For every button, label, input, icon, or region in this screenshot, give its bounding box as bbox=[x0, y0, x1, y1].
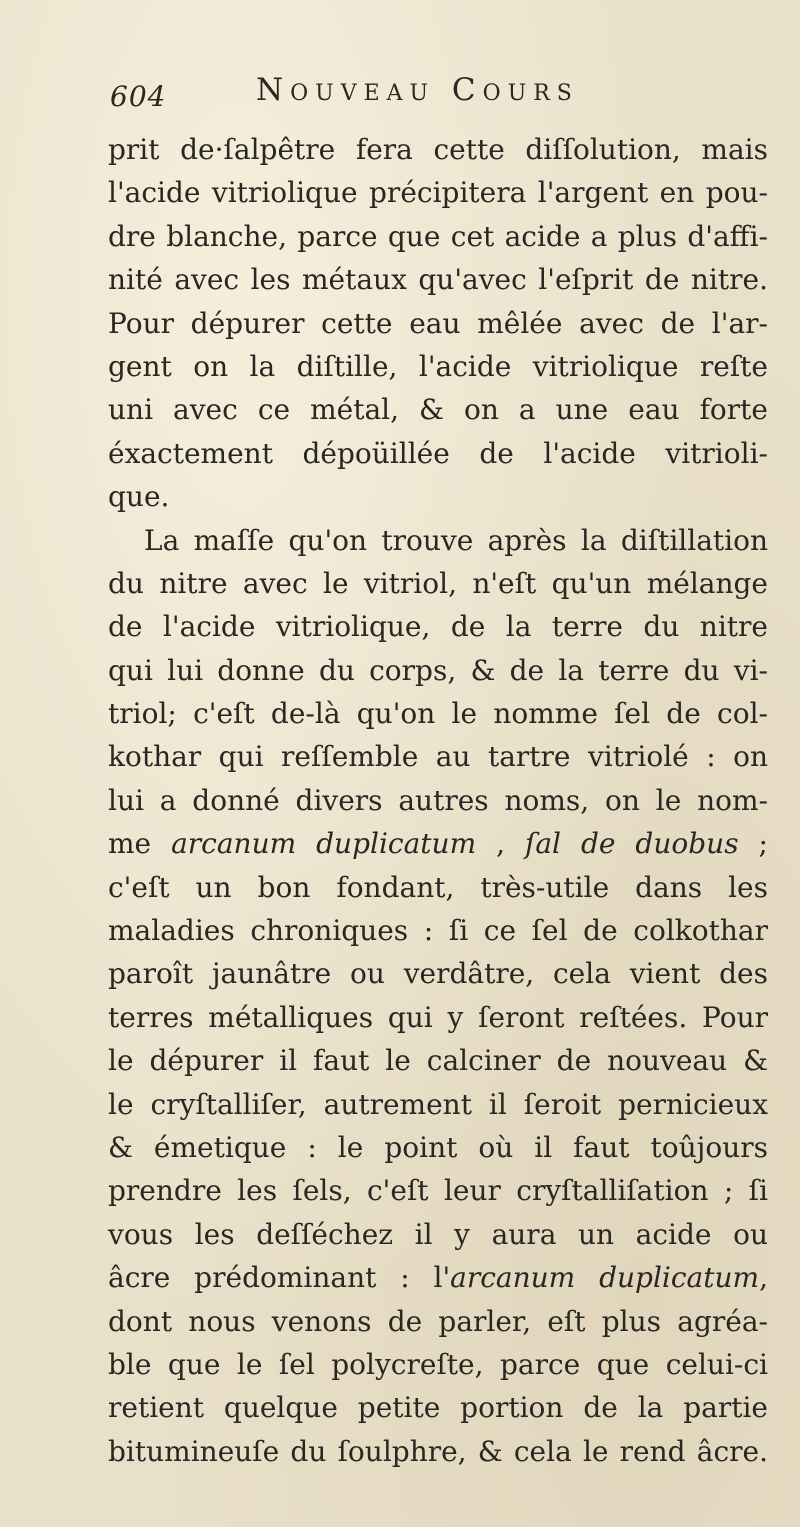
text-line bbox=[108, 345, 768, 388]
text-segment: La maſſe qu'on trouve après la diſtillation bbox=[144, 523, 768, 557]
text-segment: ble que le ſel polycreſte, parce que celui-ci bbox=[108, 1347, 768, 1381]
text-line bbox=[108, 1039, 768, 1082]
body-text bbox=[108, 128, 768, 1473]
text-segment: retient quelque petite portion de la partie bbox=[108, 1391, 768, 1425]
text-line bbox=[108, 258, 768, 301]
text-line bbox=[108, 388, 768, 431]
text-line bbox=[108, 692, 768, 735]
text-line bbox=[108, 779, 768, 822]
text-segment: me bbox=[108, 827, 172, 861]
text-line bbox=[108, 822, 768, 865]
text-segment: uni avec ce métal, & on a une eau forte bbox=[108, 393, 768, 427]
italic-text: arcanum duplicatum bbox=[171, 827, 477, 861]
text-line bbox=[108, 1300, 768, 1343]
text-line bbox=[108, 649, 768, 692]
text-segment: ; bbox=[738, 827, 768, 861]
text-segment: dont nous venons de parler, eſt plus agréa- bbox=[108, 1304, 768, 1338]
text-segment: terres métalliques qui y ſeront reſtées. Pour bbox=[108, 1000, 768, 1034]
text-segment: éxactement dépoüillée de l'acide vitrioli- bbox=[108, 436, 768, 470]
text-segment: prit de·ſalpêtre fera cette diſſolution, mais bbox=[108, 133, 768, 166]
text-segment: qui lui donne du corps, & de la terre du vi- bbox=[108, 653, 768, 687]
text-line bbox=[108, 171, 768, 214]
text-segment: maladies chroniques : ſi ce ſel de colkothar bbox=[108, 914, 768, 948]
running-head bbox=[110, 72, 670, 122]
page-number: 604 bbox=[110, 80, 167, 113]
text-segment: paroît jaunâtre ou verdâtre, cela vient des bbox=[108, 957, 768, 991]
text-line bbox=[108, 1213, 768, 1256]
text-line bbox=[108, 475, 768, 518]
text-segment: gent on la diſtille, l'acide vitriolique reſte bbox=[108, 349, 768, 383]
text-line bbox=[108, 1126, 768, 1169]
text-line bbox=[108, 1083, 768, 1126]
text-segment: vous les deſſéchez il y aura un acide ou bbox=[108, 1217, 768, 1251]
italic-text: arcanum duplicatum bbox=[450, 1261, 760, 1295]
text-segment: , bbox=[476, 827, 525, 861]
text-segment: & émetique : le point où il faut toûjours bbox=[108, 1130, 768, 1164]
text-segment: kothar qui reſſemble au tartre vitriolé : on bbox=[108, 740, 768, 774]
text-line bbox=[108, 432, 768, 475]
text-line bbox=[108, 215, 768, 258]
text-segment: le cryſtalliſer, autrement il ſeroit pernicieux bbox=[108, 1087, 768, 1121]
text-segment: Pour dépurer cette eau mêlée avec de l'ar- bbox=[108, 306, 768, 340]
text-line bbox=[108, 952, 768, 995]
text-segment: prendre les ſels, c'eſt leur cryſtalliſation ; ſi bbox=[108, 1174, 768, 1208]
text-line bbox=[108, 1169, 768, 1212]
text-segment: bitumineuſe du ſoulphre, & cela le rend âcre. bbox=[108, 1434, 768, 1468]
text-line bbox=[108, 866, 768, 909]
text-segment: , bbox=[759, 1261, 768, 1295]
text-segment: âcre prédominant : l' bbox=[108, 1261, 451, 1295]
text-segment: nité avec les métaux qu'avec l'eſprit de nitre. bbox=[108, 263, 768, 297]
text-segment: le dépurer il faut le calciner de nouveau & bbox=[108, 1044, 768, 1078]
text-segment: que. bbox=[108, 480, 170, 514]
text-line bbox=[108, 1256, 768, 1299]
text-line bbox=[108, 302, 768, 345]
text-line bbox=[108, 562, 768, 605]
text-segment: lui a donné divers autres noms, on le nom- bbox=[108, 783, 768, 817]
text-segment: de l'acide vitriolique, de la terre du nitre bbox=[108, 610, 768, 644]
text-segment: l'acide vitriolique précipitera l'argent en pou- bbox=[108, 176, 768, 210]
text-line bbox=[108, 1386, 768, 1429]
text-line bbox=[108, 128, 768, 171]
italic-text: ſal de duobus bbox=[524, 827, 739, 861]
text-segment: dre blanche, parce que cet acide a plus d'affi- bbox=[108, 219, 768, 253]
text-segment: triol; c'eſt de-là qu'on le nomme ſel de col- bbox=[108, 697, 768, 731]
text-line bbox=[108, 519, 768, 562]
text-line bbox=[108, 1343, 768, 1386]
text-line bbox=[108, 909, 768, 952]
text-line bbox=[108, 996, 768, 1039]
text-segment: c'eſt un bon fondant, très-utile dans les bbox=[108, 870, 768, 904]
text-line bbox=[108, 1430, 768, 1473]
running-title: Nouveau Cours bbox=[256, 72, 579, 108]
text-line bbox=[108, 735, 768, 778]
text-line bbox=[108, 605, 768, 648]
text-segment: du nitre avec le vitriol, n'eſt qu'un mélange bbox=[108, 566, 768, 600]
